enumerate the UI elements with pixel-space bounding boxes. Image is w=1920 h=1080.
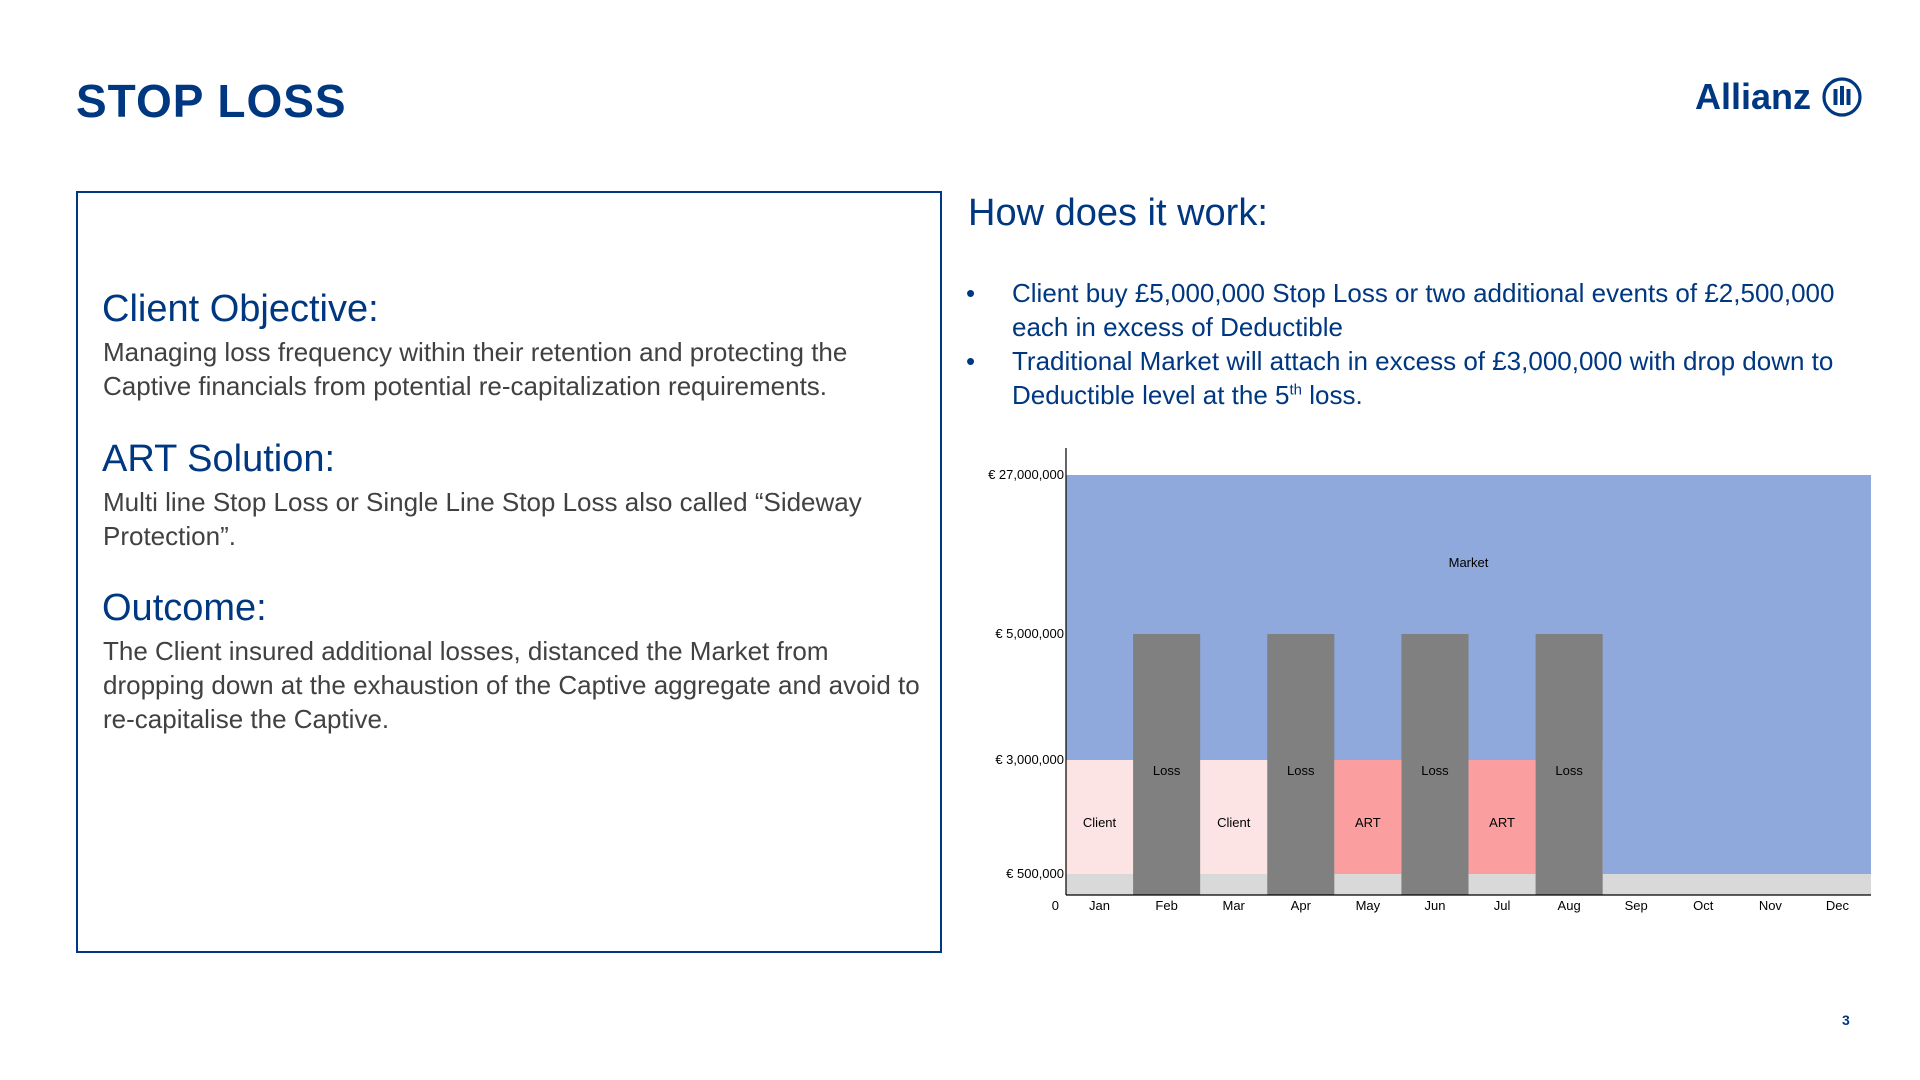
bullet-text: Client buy £5,000,000 Stop Loss or two additional events of £2,500,000 each in excess of Deductible (1012, 278, 1835, 342)
loss-bar-label: Loss (1287, 763, 1315, 778)
x-tick-label: Jun (1424, 898, 1446, 913)
bullet-dot: • (966, 346, 976, 376)
x-tick-label: Dec (1825, 898, 1850, 913)
slide-title: STOP LOSS (76, 75, 347, 127)
outcome-text: The Client insured additional losses, distanced the Market from dropping down at the exhaustion of the Captive aggregate and avoid to re-capitalise the Captive. (103, 636, 920, 734)
x-tick-label: Sep (1624, 898, 1648, 913)
x-tick-label: Aug (1557, 898, 1581, 913)
bullet-text-part: loss. (1302, 380, 1363, 410)
how-it-works-list (966, 276, 1846, 412)
bullet-item (966, 344, 1846, 412)
client-objective-heading: Client Objective: (102, 288, 379, 330)
loss-bar-label: Loss (1555, 763, 1583, 778)
bullet-item (966, 276, 1846, 344)
client-objective-text: Managing loss frequency within their retention and protecting the Captive financials from potential re-capitalization requirements. (103, 337, 848, 401)
bullet-text-part: Traditional Market will attach in excess of £3,000,000 with drop down to Deductible level at the 5 (1012, 346, 1834, 410)
x-tick-label: Oct (1693, 898, 1714, 913)
art-layer-label: ART (1354, 815, 1381, 830)
bullet-dot: • (966, 278, 976, 308)
loss-bar-label: Loss (1152, 763, 1181, 778)
y-tick-label: € 5,000,000 (995, 626, 1064, 641)
x-tick-label: Mar (1222, 898, 1245, 913)
bullet-superscript: th (1289, 381, 1303, 399)
logo-text: Allianz (1695, 76, 1812, 117)
art-solution-text: Multi line Stop Loss or Single Line Stop Loss also called “Sideway Protection”. (103, 487, 862, 551)
x-tick-label: May (1355, 898, 1381, 913)
allianz-logo (1695, 76, 1863, 118)
outcome-heading: Outcome: (102, 587, 267, 629)
market-label: Market (1448, 555, 1489, 570)
y-tick-label: € 500,000 (1006, 866, 1064, 881)
loss-bar-label: Loss (1421, 763, 1449, 778)
how-it-works-heading: How does it work: (968, 192, 1268, 234)
allianz-eagle-icon (1821, 76, 1863, 118)
bullet-text (1012, 346, 1833, 410)
client-layer-label: Client (1082, 815, 1117, 830)
x-tick-label: Nov (1758, 898, 1782, 913)
x-origin-label: 0 (1051, 898, 1059, 913)
y-tick-label: € 3,000,000 (995, 752, 1064, 767)
page-number: 3 (1842, 1012, 1850, 1028)
y-tick-label: € 27,000,000 (988, 467, 1064, 482)
x-tick-label: Apr (1290, 898, 1311, 913)
client-layer-label: Client (1217, 815, 1251, 830)
stop-loss-chart (965, 440, 1875, 920)
art-layer-label: ART (1489, 815, 1515, 830)
x-tick-label: Feb (1155, 898, 1178, 913)
market-drop-down-layer (1603, 759, 1871, 874)
x-tick-label: Jan (1089, 898, 1111, 913)
x-tick-label: Jul (1493, 898, 1511, 913)
art-solution-heading: ART Solution: (102, 438, 336, 480)
